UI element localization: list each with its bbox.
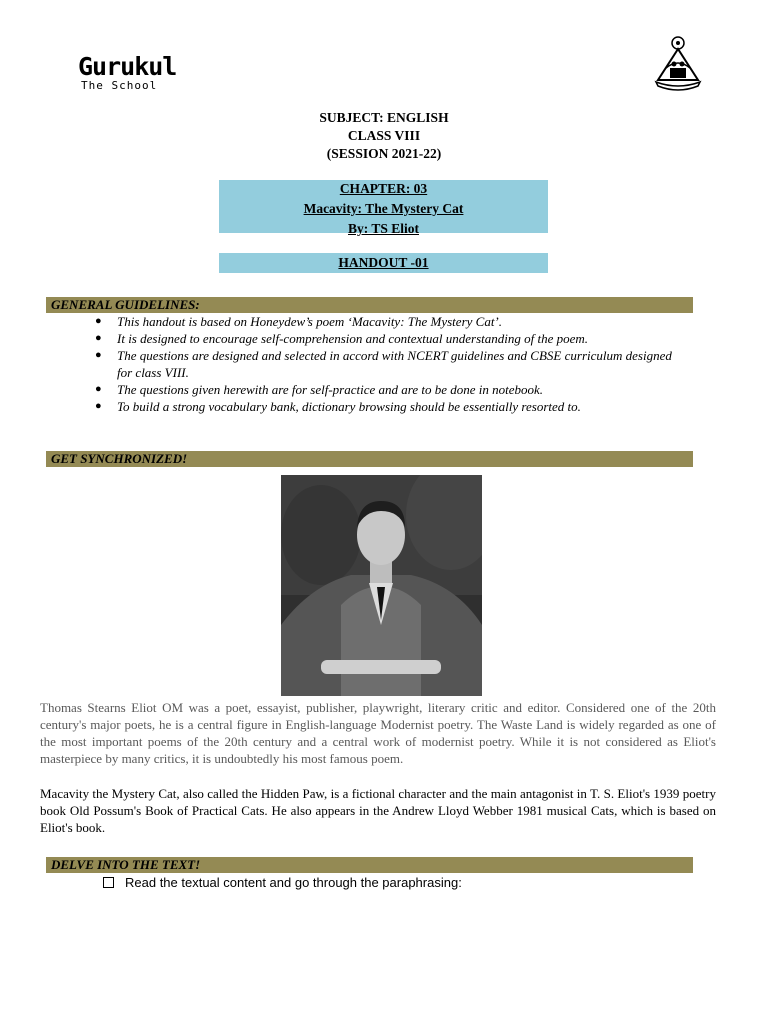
- chapter-title: Macavity: The Mystery Cat: [303, 201, 464, 216]
- list-item: ● The questions are designed and selected in accord with NCERT guidelines and CBSE curriculum designed for class VIII.: [95, 347, 685, 381]
- session-heading: (SESSION 2021-22): [326, 146, 442, 161]
- guidelines-list: [95, 313, 685, 415]
- logo-main-text: Gurukul: [78, 52, 177, 81]
- list-item: ● It is designed to encourage self-comprehension and contextual understanding of the poem.: [95, 330, 685, 347]
- delve-item-text: Read the textual content and go through the paraphrasing:: [125, 875, 462, 890]
- section-general-guidelines: GENERAL GUIDELINES:: [46, 297, 693, 313]
- section-delve-into-text: DELVE INTO THE TEXT!: [46, 857, 693, 873]
- macavity-paragraph: Macavity the Mystery Cat, also called the Hidden Paw, is a fictional character and the main antagonist in T. S. Eliot's 1939 poetry book Old Possum's Book of Practical Cats. He also appears in the Andrew Lloyd Webber 1981 musical Cats, which is based on Eliot's book.: [40, 786, 716, 835]
- list-item: ● This handout is based on Honeydew’s poem ‘Macavity: The Mystery Cat’.: [95, 313, 685, 330]
- class-heading: CLASS VIII: [347, 128, 421, 143]
- delve-item: [103, 874, 462, 891]
- chapter-box: [219, 180, 548, 236]
- logo-sub-text: The School: [81, 79, 158, 92]
- handout-label: HANDOUT -01: [219, 253, 548, 273]
- checkbox-bullet-icon: [103, 877, 114, 888]
- chapter-number: CHAPTER: 03: [339, 181, 428, 196]
- author-photo: [281, 475, 482, 696]
- eliot-bio-paragraph: Thomas Stearns Eliot OM was a poet, essayist, publisher, playwright, literary critic and editor. Considered one of the 20th century's major poets, he is a central figure in English-language Modernist poetry. The Waste Land is widely regarded as one of the most important poems of the 20th century and a central work of modernist poetry. While it is not considered as Eliot's masterpiece by many critics, it is undoubtedly his most famous poem.: [40, 700, 716, 766]
- school-logo: [78, 54, 188, 98]
- subject-heading: SUBJECT: ENGLISH: [319, 110, 449, 125]
- list-item: ● The questions given herewith are for self-practice and are to be done in notebook.: [95, 381, 685, 398]
- section-get-synchronized: GET SYNCHRONIZED!: [46, 451, 693, 467]
- list-item: ● To build a strong vocabulary bank, dictionary browsing should be essentially resorted to.: [95, 398, 685, 415]
- chapter-author: By: TS Eliot: [347, 221, 420, 236]
- school-emblem-icon: [652, 34, 704, 94]
